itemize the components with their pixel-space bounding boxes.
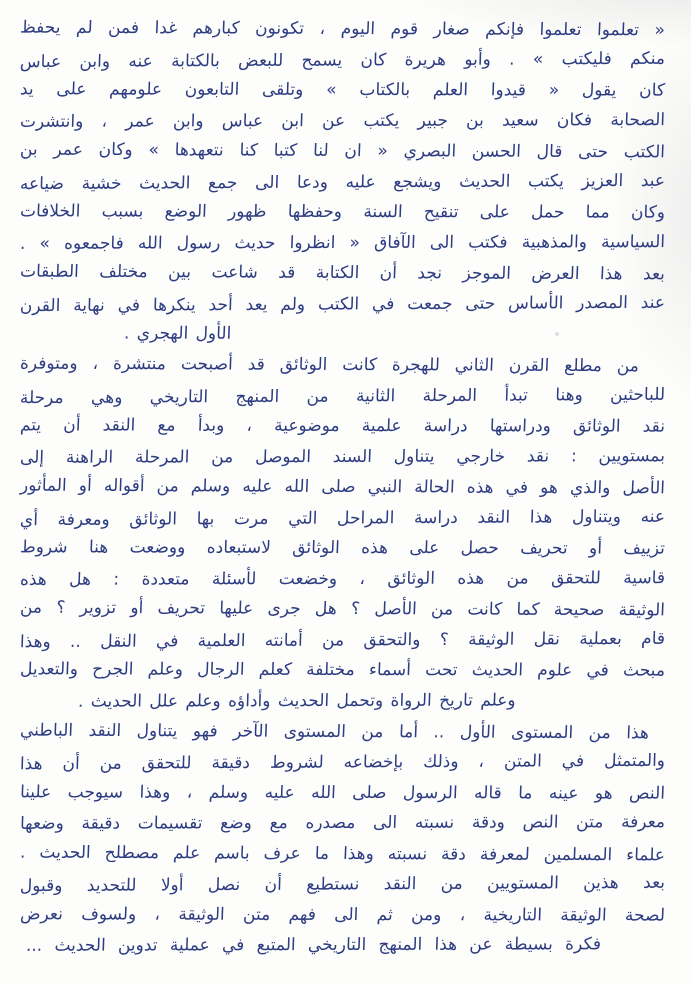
handwriting-line: الوثيقة صحيحة كما كانت من الأصل ؟ هل جرى عليها تحريف أو تزوير ؟ من [19, 597, 666, 621]
handwriting-line-page-end: فكرة بسيطة عن هذا المنهج التاريخي المتبع في عملية تدوين الحديث ... [25, 934, 602, 957]
paragraph-internal-criticism [20, 717, 665, 961]
handwriting-line: الصحابة فكان سعيد بن جبير يكتب عن ابن عباس وابن عمر ، وانتشرت [19, 109, 666, 132]
handwriting-line: بعد هذا العرض الموجز نجد أن الكتابة قد شاعت بين مختلف الطبقات [19, 261, 666, 285]
handwriting-line: مبحث في علوم الحديث تحت أسماء مختلفة كعلم الرجال وعلم الجرح والتعديل [19, 659, 666, 682]
paragraph-external-criticism [20, 350, 665, 717]
handwriting-line: من مطلع القرن الثاني للهجرة كانت الوثائق قد أصبحت منتشرة ، ومتوفرة [19, 353, 640, 377]
handwriting-line: وكان مما حمل على تنقيح السنة وحفظها ظهور الوضع بسبب الخلافات [19, 201, 666, 223]
paragraph-writing-of-hadith [20, 14, 665, 350]
handwriting-line: والمتمثل في المتن ، وذلك بإخضاعه لشروط دقيقة للتحقق من أن هذا [19, 750, 666, 775]
handwriting-line: معرفة متن النص ودقة نسبته الى مصدره مع وضع تقسيمات دقيقة وضعها [19, 812, 666, 835]
handwriting-line-paragraph-end: الأول الهجري . [123, 324, 232, 345]
handwriting-line: تزييف أو تحريف حصل على هذه الوثائق لاستبعاده ووضعت هنا شروط [19, 537, 666, 559]
handwriting-line: علماء المسلمين لمعرفة دقة نسبته وهذا ما عرف باسم علم مصطلح الحديث . [19, 842, 666, 866]
handwriting-line: كان يقول « قيدوا العلم بالكتاب » وتلقى التابعون علومهم على يد [19, 79, 666, 101]
handwriting-line: بعد هذين المستويين من النقد نستطيع أن نصل أولا للتحديد وقبول [19, 873, 666, 897]
handwriting-line: هذا من المستوى الأول .. أما من المستوى الآخر فهو يتناول النقد الباطني [19, 720, 650, 743]
handwriting-line: نقد الوثائق ودراستها دراسة علمية موضوعية ، وبدأ مع النقد أن يتم [19, 415, 666, 437]
handwriting-line-paragraph-end: وعلم تاريخ الرواة وتحمل الحديث وأداؤه وعلم علل الحديث . [77, 690, 516, 712]
handwriting-line: الأصل والذي هو في هذه الحالة النبي صلى الله عليه وسلم من أقواله أو المأثور [19, 475, 666, 499]
handwriting-line: السياسية والمذهبية فكتب الى الآفاق « انظروا حديث رسول الله فاجمعوه » . [19, 231, 666, 254]
handwriting-line: الكتب حتى قال الحسن البصري « ان لنا كتبا كنا نتعهدها » وكان عمر بن [19, 139, 666, 163]
handwriting-line: لصحة الوثيقة التاريخية ، ومن ثم الى فهم متن الوثيقة ، ولسوف نعرض [19, 904, 666, 926]
handwriting-line: عبد العزيز يكتب الحديث ويشجع عليه ودعا الى جمع الحديث خشية ضياعه [19, 170, 666, 194]
handwriting-line: عند المصدر الأساس حتى جمعت في الكتب ولم يعد أحد ينكرها في نهاية القرن [19, 292, 666, 317]
handwriting-line: « تعلموا تعلموا فإنكم صغار قوم اليوم ، تكونون كبارهم غدا فمن لم يحفظ [19, 17, 666, 41]
handwriting-line: قام بعملية نقل الوثيقة ؟ والتحقق من أمانته العلمية في النقل .. وهذا [19, 628, 666, 653]
handwriting-line: عنه ويتناول هذا النقد دراسة المراحل التي مرت بها الوثائق ومعرفة أي [19, 506, 666, 530]
handwriting-line: قاسية للتحقق من هذه الوثائق ، وخضعت لأسئلة متعددة : هل هذه [19, 567, 666, 590]
handwriting-line: بمستويين : نقد خارجي يتناول السند الموصل من المرحلة الراهنة إلى [19, 445, 666, 468]
handwriting-line: للباحثين وهنا تبدأ المرحلة الثانية من المنهج التاريخي وهي مرحلة [19, 384, 666, 408]
handwriting-line: منكم فليكتب » . وأبو هريرة كان يسمح للبعض بالكتابة عنه وابن عباس [19, 48, 666, 72]
handwriting-line: النص هو عينه ما قاله الرسول صلى الله عليه وسلم ، وهذا سيوجب علينا [19, 781, 666, 804]
